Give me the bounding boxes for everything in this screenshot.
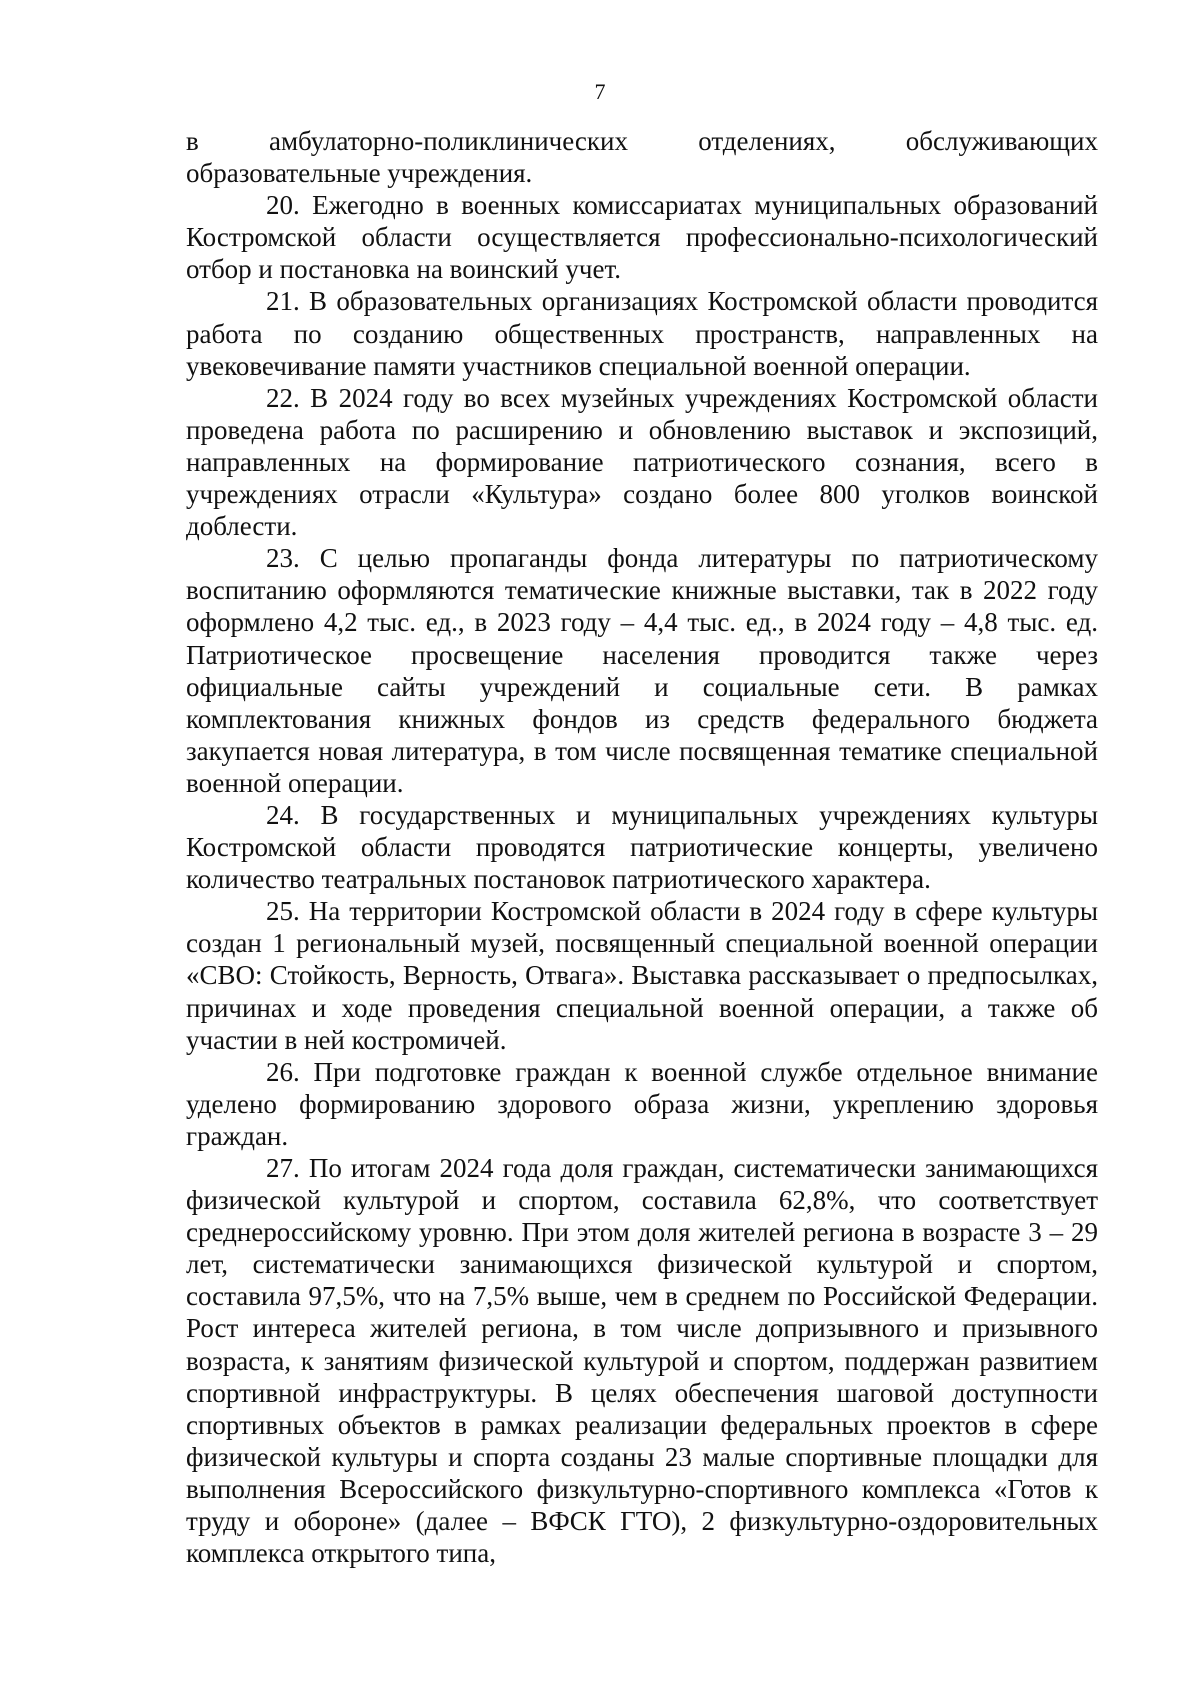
paragraph-20: 20. Ежегодно в военных комиссариатах муниципальных образований Костромской области осуществляется профессионально-психологический отбор и постановка на воинский учет. — [186, 190, 1098, 285]
paragraph-continuation: в амбулаторно-поликлинических отделениях, обслуживающих образовательные учреждения. — [186, 126, 1098, 189]
paragraph-21: 21. В образовательных организациях Костромской области проводится работа по созданию общественных пространств, направленных на увековечивание памяти участников специальной военной операции. — [186, 286, 1098, 381]
document-body — [186, 125, 1098, 1569]
paragraph-26: 26. При подготовке граждан к военной службе отдельное внимание уделено формированию здорового образа жизни, укреплению здоровья граждан. — [186, 1056, 1098, 1151]
paragraph-22: 22. В 2024 году во всех музейных учреждениях Костромской области проведена работа по расширению и обновлению выставок и экспозиций, направленных на формирование патриотического сознания, всего в учреждениях отрасли «Культура» создано более 800 уголков воинской доблести. — [186, 382, 1098, 542]
paragraph-25: 25. На территории Костромской области в 2024 году в сфере культуры создан 1 региональный музей, посвященный специальной военной операции «СВО: Стойкость, Верность, Отвага». Выставка рассказывает о предпосылках, причинах и ходе проведения специальной военной операции, а также об участии в ней костромичей. — [186, 896, 1098, 1055]
paragraph-27: 27. По итогам 2024 года доля граждан, систематически занимающихся физической культурой и спортом, составила 62,8%, что соответствует среднероссийскому уровню. При этом доля жителей региона в возрасте 3 – 29 лет, систематически занимающихся физической культурой и спортом, составила 97,5%, что на 7,5% выше, чем в среднем по Российской Федерации. Рост интереса жителей региона, в том числе допризывного и призывного возраста, к занятиям физической культурой и спортом, поддержан развитием спортивной инфраструктуры. В целях обеспечения шаговой доступности спортивных объектов в рамках реализации федеральных проектов в сфере физической культуры и спорта созданы 23 малые спортивные площадки для выполнения Всероссийского физкультурно-спортивного комплекса «Готов к труду и обороне» (далее – ВФСК ГТО), 2 физкультурно-оздоровительных комплекса открытого типа, — [186, 1153, 1098, 1569]
paragraph-23: 23. С целью пропаганды фонда литературы по патриотическому воспитанию оформляются тематические книжные выставки, так в 2022 году оформлено 4,2 тыс. ед., в 2023 году – 4,4 тыс. ед., в 2024 году – 4,8 тыс. ед. Патриотическое просвещение населения проводится также через официальные сайты учреждений и социальные сети. В рамках комплектования книжных фондов из средств федерального бюджета закупается новая литература, в том числе посвященная тематике специальной военной операции. — [186, 543, 1098, 798]
page-number: 7 — [594, 79, 606, 104]
paragraph-24: 24. В государственных и муниципальных учреждениях культуры Костромской области проводятся патриотические концерты, увеличено количество театральных постановок патриотического характера. — [186, 799, 1098, 895]
